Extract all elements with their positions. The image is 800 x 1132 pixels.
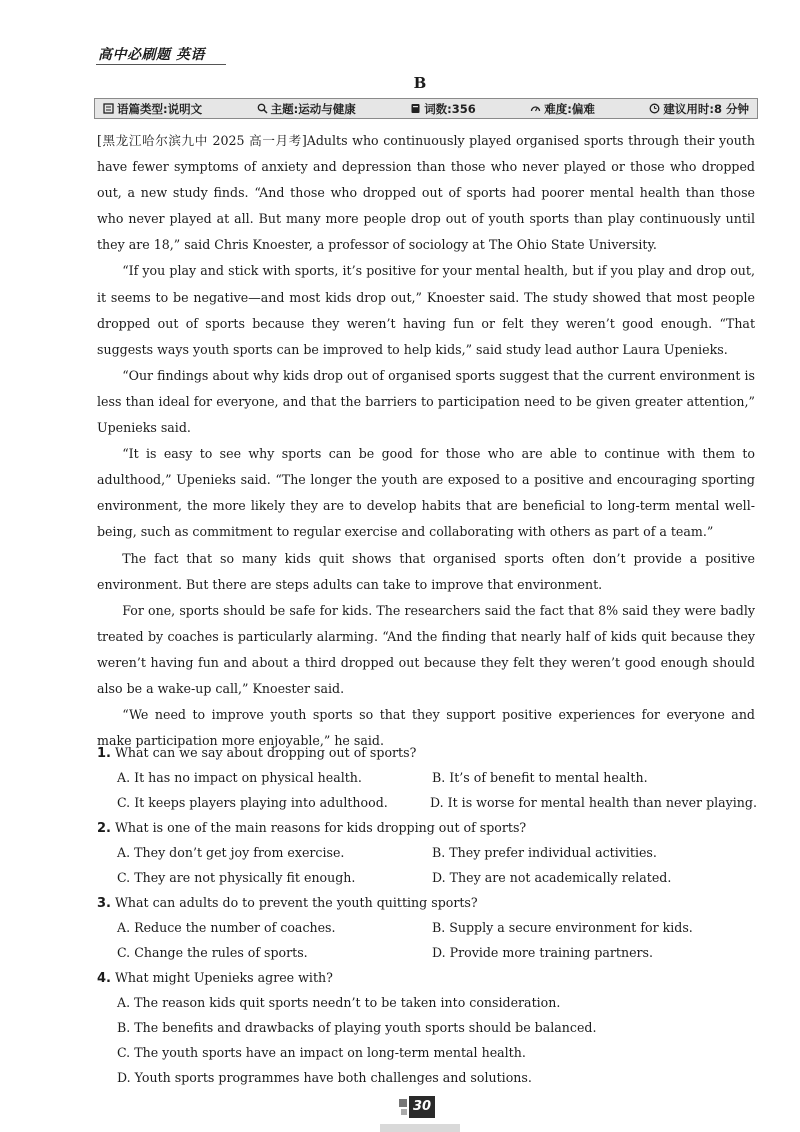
decor-square: [401, 1109, 407, 1115]
header-rule: [96, 64, 226, 65]
search-icon: [257, 103, 268, 114]
question-2: [97, 815, 757, 890]
passage-paragraph: “Our findings about why kids drop out of organised sports suggest that the current environment is less than ideal for everyone, and that the barriers to participation need to be given greater attention,” Upenieks said.: [97, 367, 755, 436]
option-c: C. They are not physically fit enough.: [117, 870, 356, 885]
book-title: 高中必刷题 英语: [98, 47, 205, 63]
reading-passage: [97, 128, 755, 754]
question-number: 4.: [97, 971, 111, 986]
option-b: B. Supply a secure environment for kids.: [432, 920, 693, 935]
gauge-icon: [530, 103, 541, 114]
question-number: 1.: [97, 746, 111, 761]
book-icon: [410, 103, 421, 114]
option-b: B. It’s of benefit to mental health.: [432, 770, 648, 785]
question-text: What might Upenieks agree with?: [114, 970, 333, 985]
option-d: D. Provide more training partners.: [432, 945, 654, 960]
question-text: What is one of the main reasons for kids dropping out of sports?: [114, 820, 527, 835]
question-stem: [97, 965, 757, 990]
question-text: What can we say about dropping out of sports?: [114, 745, 417, 760]
question-number: 2.: [97, 821, 111, 836]
option-c: C. The youth sports have an impact on long-term mental health.: [117, 1045, 526, 1060]
decor-square: [399, 1099, 407, 1107]
document-icon: [103, 103, 114, 114]
bottom-band: [380, 1124, 460, 1132]
info-genre-text: 语篇类型:说明文: [117, 101, 203, 116]
option-c: C. Change the rules of sports.: [117, 945, 308, 960]
option-b: B. They prefer individual activities.: [432, 845, 657, 860]
passage-paragraph: [97, 128, 755, 258]
passage-paragraph: The fact that so many kids quit shows that organised sports often don’t provide a positive environment. But there are steps adults can take to improve that environment.: [97, 550, 755, 592]
paragraph-text: Adults who continuously played organised sports through their youth have fewer symptoms of anxiety and depression than those who never played or those who dropped out, a new study finds. “And those who dropped out of sports had poorer mental health than those who never played at all. But many more people drop out of youth sports than play continuously until they are 18,” said Chris Knoester, a professor of sociology at The Ohio State University.: [97, 133, 755, 253]
source-tag: [黑龙江哈尔滨九中 2025 高一月考]: [97, 133, 307, 148]
page-number-badge: [399, 1093, 437, 1119]
question-stem: [97, 740, 757, 765]
passage-paragraph: For one, sports should be safe for kids. The researchers said the fact that 8% said they were badly treated by coaches is particularly alarming. “And the finding that nearly half of kids quit because they weren’t having fun and about a third dropped out because they felt they weren’t good enough should also be a wake-up call,” Knoester said.: [97, 602, 755, 696]
passage-paragraph: “If you play and stick with sports, it’s positive for your mental health, but if you play and drop out, it seems to be negative—and most kids drop out,” Knoester said. The study showed that most people dropped out of sports because they weren’t having fun or felt they weren’t good enough. “That suggests ways youth sports can be improved to help kids,” said study lead author Laura Upenieks.: [97, 263, 755, 357]
info-time-text: 建议用时:8 分钟: [663, 101, 749, 116]
clock-icon: [649, 103, 660, 114]
option-d: D. They are not academically related.: [432, 870, 672, 885]
option-c: C. It keeps players playing into adulthood.: [117, 795, 388, 810]
info-difficulty: [530, 101, 595, 117]
option-d: D. It is worse for mental health than never playing.: [429, 795, 757, 810]
question-1: [97, 740, 757, 815]
info-time: [649, 101, 749, 117]
question-3: [97, 890, 757, 965]
question-number: 3.: [97, 896, 111, 911]
question-stem: [97, 890, 757, 915]
question-text: What can adults do to prevent the youth quitting sports?: [114, 895, 478, 910]
option-a: A. They don’t get joy from exercise.: [117, 845, 345, 860]
info-topic-text: 主题:运动与健康: [270, 101, 356, 116]
info-topic: [257, 101, 356, 117]
option-a: A. The reason kids quit sports needn’t to be taken into consideration.: [117, 995, 561, 1010]
option-a: A. It has no impact on physical health.: [117, 770, 362, 785]
passage-paragraph: “It is easy to see why sports can be good for those who are able to continue with them to adulthood,” Upenieks said. “The longer the youth are exposed to a positive and encouraging sporting environment, the more likely they are to develop habits that are beneficial to long-term mental well-being, such as commitment to regular exercise and collaborating with others as part of a team.”: [97, 446, 755, 540]
option-b: B. The benefits and drawbacks of playing youth sports should be balanced.: [117, 1020, 597, 1035]
info-word-count: [410, 101, 476, 117]
option-a: A. Reduce the number of coaches.: [117, 920, 336, 935]
info-genre: [103, 101, 202, 117]
section-letter: B: [413, 74, 427, 92]
passage-paragraph: “We need to improve youth sports so that they support positive experiences for everyone and make participation more enjoyable,” he said.: [97, 707, 755, 749]
info-difficulty-text: 难度:偏难: [544, 101, 595, 116]
question-4: [97, 965, 757, 1090]
info-word-count-text: 词数:356: [424, 101, 476, 116]
question-stem: [97, 815, 757, 840]
info-bar: [94, 98, 758, 119]
option-d: D. Youth sports programmes have both challenges and solutions.: [117, 1070, 532, 1085]
question-list: [97, 740, 757, 1090]
page-number: 30: [409, 1096, 435, 1118]
